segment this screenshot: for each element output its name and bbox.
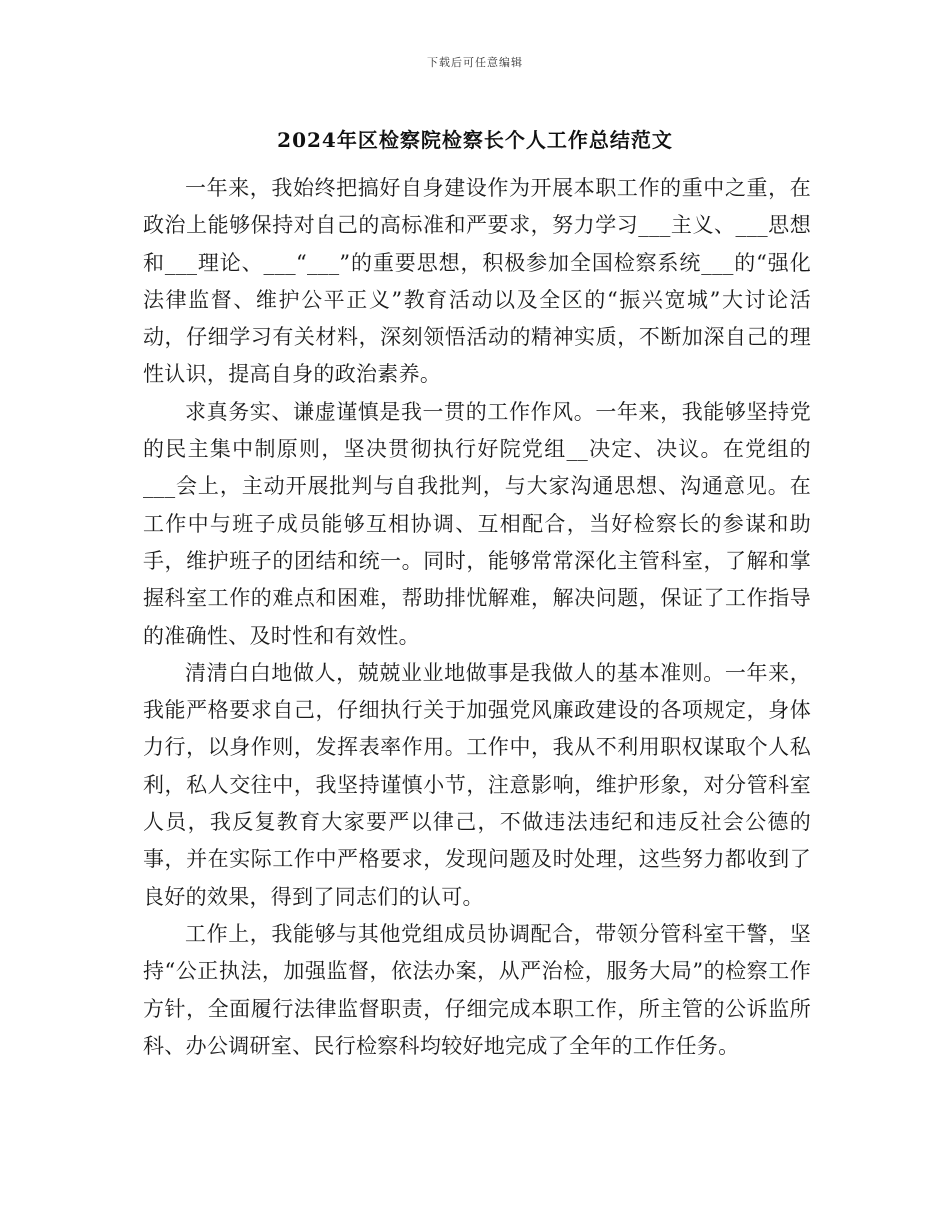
- document-title: 2024年区检察院检察长个人工作总结范文: [277, 128, 673, 152]
- paragraph-work-style: 求真务实、谦虚谨慎是我一贯的工作作风。一年来，我能够坚持党的民主集中制原则，坚决贯彻执行好院党组__决定、决议。在党组的___会上，主动开展批判与自我批判，与大家沟通思想、沟通意见。在工作中与班子成员能够互相协调、互相配合，当好检察长的参谋和助手，维护班子的团结和统一。同时，能够常常深化主管科室，了解和掌握科室工作的难点和困难，帮助排忧解难，解决问题，保证了工作指导的准确性、及时性和有效性。: [143, 399, 811, 648]
- page-header-note: 下载后可任意编辑: [427, 56, 523, 69]
- document-body: [143, 170, 811, 1065]
- paragraph-integrity: 清清白白地做人，兢兢业业地做事是我做人的基本准则。一年来，我能严格要求自己，仔细执行关于加强党风廉政建设的各项规定，身体力行，以身作则，发挥表率作用。工作中，我从不利用职权谋取个人私利，私人交往中，我坚持谨慎小节，注意影响，维护形象，对分管科室人员，我反复教育大家要严以律己，不做违法违纪和违反社会公德的事，并在实际工作中严格要求，发现问题及时处理，这些努力都收到了良好的效果，得到了同志们的认可。: [143, 660, 811, 909]
- paragraph-work-performance: 工作上，我能够与其他党组成员协调配合，带领分管科室干警，坚持“公正执法，加强监督，依法办案，从严治检，服务大局”的检察工作方针，全面履行法律监督职责，仔细完成本职工作，所主管的公诉监所科、办公调研室、民行检察科均较好地完成了全年的工作任务。: [143, 921, 811, 1058]
- paragraph-political-study: 一年来，我始终把搞好自身建设作为开展本职工作的重中之重，在政治上能够保持对自己的高标准和严要求，努力学习___主义、___思想和___理论、___“___”的重要思想，积极参加全国检察系统___的“强化法律监督、维护公平正义”教育活动以及全区的“振兴宽城”大讨论活动，仔细学习有关材料，深刻领悟活动的精神实质，不断加深自己的理性认识，提高自身的政治素养。: [143, 176, 811, 387]
